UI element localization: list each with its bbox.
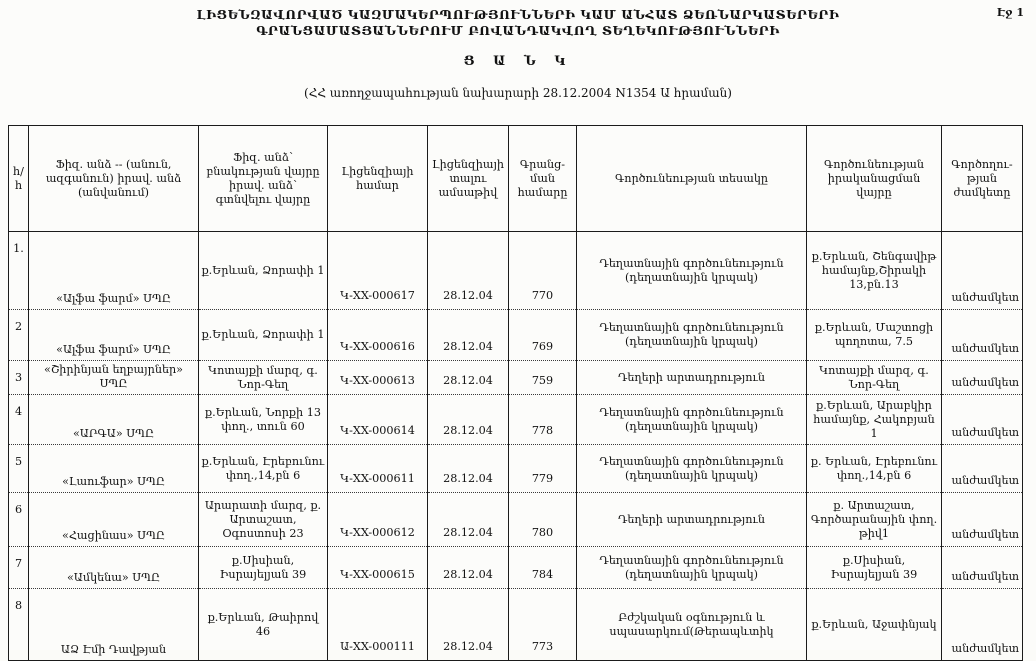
table-row	[9, 361, 1023, 395]
row-number-cell: 1.	[9, 232, 29, 310]
validity-term-cell: անժամկետ	[942, 361, 1023, 395]
registration-number-cell: 784	[509, 547, 577, 589]
document-order-reference: (ՀՀ առողջապահության նախարարի 28.12.2004 N1354 Ա հրաման)	[304, 86, 732, 101]
activity-place-cell: ք.Երևան, Արաբկիր համայնք, Հակոբյան 1	[807, 395, 942, 445]
column-header-row-number: հ/հ	[9, 126, 29, 232]
entity-address-cell: Կոտայքի մարզ, գ. Նոր-Գեղ	[199, 361, 328, 395]
license-date-cell: 28.12.04	[428, 310, 509, 361]
entity-address-cell: ք.Երևան, Էրեբունու փող.,14,բն 6	[199, 445, 328, 493]
row-number-cell: 4	[9, 395, 29, 445]
activity-type-cell: Դեղատնային գործունեություն (դեղատնային կրպակ)	[577, 232, 807, 310]
license-date-cell: 28.12.04	[428, 547, 509, 589]
validity-term-cell: անժամկետ	[942, 493, 1023, 547]
column-header-activity-place: Գործունեության իրականացման վայրը	[807, 126, 942, 232]
entity-address-cell: ք.Սիսիան, Իսրայելյան 39	[199, 547, 328, 589]
table-row	[9, 445, 1023, 493]
activity-type-cell: Դեղատնային գործունեություն (դեղատնային կրպակ)	[577, 547, 807, 589]
validity-term-cell: անժամկետ	[942, 445, 1023, 493]
activity-place-cell: ք.Սիսիան, Իսրայելյան 39	[807, 547, 942, 589]
license-number-cell: Կ-XX-000612	[328, 493, 428, 547]
table-row	[9, 232, 1023, 310]
page-number: Էջ 1	[996, 6, 1024, 19]
table-row	[9, 310, 1023, 361]
entity-name-cell: «Հացինաս» ՍՊԸ	[29, 493, 199, 547]
entity-address-cell: ք.Երևան, Ձորափի 1	[199, 310, 328, 361]
registration-number-cell: 770	[509, 232, 577, 310]
validity-term-cell: անժամկետ	[942, 547, 1023, 589]
validity-term-cell: անժամկետ	[942, 395, 1023, 445]
license-number-cell: Կ-XX-000617	[328, 232, 428, 310]
license-number-cell: Կ-XX-000611	[328, 445, 428, 493]
document-list-heading: Ց Ա Ն Կ	[463, 54, 573, 70]
table-row	[9, 547, 1023, 589]
table-row	[9, 395, 1023, 445]
row-number-cell: 2	[9, 310, 29, 361]
row-number-cell: 5	[9, 445, 29, 493]
license-date-cell: 28.12.04	[428, 361, 509, 395]
validity-term-cell: անժամկետ	[942, 589, 1023, 661]
activity-type-cell: Դեղատնային գործունեություն (դեղատնային կրպակ)	[577, 445, 807, 493]
row-number-cell: 6	[9, 493, 29, 547]
activity-place-cell: ք.Երևան, Շենգավիթ համայնք,Շիրակի 13,բն.13	[807, 232, 942, 310]
validity-term-cell: անժամկետ	[942, 232, 1023, 310]
license-number-cell: Կ-XX-000614	[328, 395, 428, 445]
registration-number-cell: 773	[509, 589, 577, 661]
registration-number-cell: 778	[509, 395, 577, 445]
license-registry-table	[8, 125, 1023, 661]
registration-number-cell: 780	[509, 493, 577, 547]
column-header-registration-number: Գրանց- ման համարը	[509, 126, 577, 232]
activity-type-cell: Դեղերի արտադրություն	[577, 361, 807, 395]
table-header-row	[9, 126, 1023, 232]
row-number-cell: 7	[9, 547, 29, 589]
activity-type-cell: Դեղատնային գործունեություն (դեղատնային կրպակ)	[577, 310, 807, 361]
activity-place-cell: ք. Արտաշատ, Գործարանային փող. թիվ1	[807, 493, 942, 547]
entity-name-cell: «Ալֆա ֆարմ» ՍՊԸ	[29, 310, 199, 361]
column-header-entity-name: Ֆիզ. անձ -- (անուն, ազգանուն) իրավ. անձ (անվանում)	[29, 126, 199, 232]
table-header	[9, 126, 1023, 232]
registration-number-cell: 779	[509, 445, 577, 493]
column-header-entity-address: Ֆիզ. անձ՝ բնակության վայրը իրավ. անձ՝ գտնվելու վայրը	[199, 126, 328, 232]
column-header-license-date: Լիցենզիայի տալու ամսաթիվ	[428, 126, 509, 232]
registration-number-cell: 759	[509, 361, 577, 395]
license-number-cell: Կ-XX-000613	[328, 361, 428, 395]
entity-address-cell: ք.Երևան, Ձորափի 1	[199, 232, 328, 310]
validity-term-cell: անժամկետ	[942, 310, 1023, 361]
entity-name-cell: «Շիրինյան եղբայրներ» ՍՊԸ	[29, 361, 199, 395]
document-header	[0, 0, 1036, 100]
document-title-line1: ԼԻՑԵՆԶԱՎՈՐՎԱԾ ԿԱԶՄԱԿԵՐՊՈՒԹՅՈՒՆՆԵՐԻ ԿԱՄ ԱՆՀԱՏ ՁԵՌՆԱՐԿԱՏԵՐԵՐԻ	[196, 7, 840, 22]
activity-place-cell: ք. Երևան, Էրեբունու փող.,14,բն 6	[807, 445, 942, 493]
license-date-cell: 28.12.04	[428, 493, 509, 547]
activity-place-cell: ք.Երևան, Մաշտոցի պողոտա, 7.5	[807, 310, 942, 361]
entity-name-cell: «Ամկենա» ՍՊԸ	[29, 547, 199, 589]
table-body	[9, 232, 1023, 661]
entity-name-cell: ԱՁ Էմի Դավթյան	[29, 589, 199, 661]
entity-name-cell: «Լաուֆար» ՍՊԸ	[29, 445, 199, 493]
entity-address-cell: ք.Երևան, Նորքի 13 փող., տուն 60	[199, 395, 328, 445]
activity-place-cell: ք.Երևան, Աջափնյակ	[807, 589, 942, 661]
activity-place-cell: Կոտայքի մարզ, գ. Նոր-Գեղ	[807, 361, 942, 395]
activity-type-cell: Դեղատնային գործունեություն (դեղատնային կրպակ)	[577, 395, 807, 445]
license-date-cell: 28.12.04	[428, 445, 509, 493]
entity-address-cell: Արարատի մարզ, ք. Արտաշատ, Օգոստոսի 23	[199, 493, 328, 547]
entity-address-cell: ք.Երևան, Թաիրով 46	[199, 589, 328, 661]
license-number-cell: Կ-XX-000616	[328, 310, 428, 361]
row-number-cell: 8	[9, 589, 29, 661]
license-date-cell: 28.12.04	[428, 232, 509, 310]
column-header-license-number: Լիցենզիայի համար	[328, 126, 428, 232]
entity-name-cell: «ԱՐԳԱ» ՍՊԸ	[29, 395, 199, 445]
table-row	[9, 493, 1023, 547]
column-header-validity-term: Գործողու- թյան ժամկետը	[942, 126, 1023, 232]
registration-number-cell: 769	[509, 310, 577, 361]
entity-name-cell: «Ալֆա ֆարմ» ՍՊԸ	[29, 232, 199, 310]
column-header-activity-type: Գործունեության տեսակը	[577, 126, 807, 232]
license-number-cell: Ա-XX-000111	[328, 589, 428, 661]
activity-type-cell: Դեղերի արտադրություն	[577, 493, 807, 547]
document-title-line2: ԳՐԱՆՑԱՄԱՏՅԱՆՆԵՐՈՒՄ ԲՈՎԱՆԴԱԿՎՈՂ ՏԵՂԵԿՈՒԹՅՈՒՆՆԵՐԻ	[256, 22, 780, 38]
row-number-cell: 3	[9, 361, 29, 395]
activity-type-cell: Բժշկական օգնություն և սպասարկում(Թերապևտիկ	[577, 589, 807, 661]
license-date-cell: 28.12.04	[428, 395, 509, 445]
license-number-cell: Կ-XX-000615	[328, 547, 428, 589]
license-date-cell: 28.12.04	[428, 589, 509, 661]
